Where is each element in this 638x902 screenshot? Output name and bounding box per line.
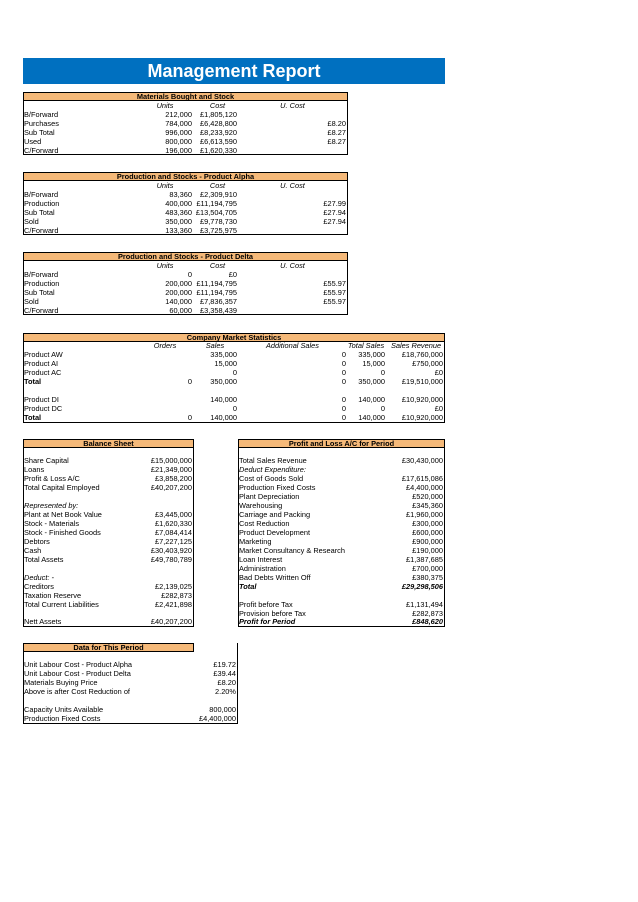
materials-row-cost: £6,428,800 (200, 119, 237, 128)
pl-row-label: Deduct Expenditure: (239, 465, 306, 474)
delta-row-cost: £3,358,439 (200, 306, 237, 315)
market-row-additional: 0 (341, 404, 346, 413)
alpha-col-units: Units (156, 181, 174, 190)
market-row-total-sales: 0 (380, 368, 385, 377)
market-row-revenue: £19,510,000 (401, 377, 443, 386)
period-row-value: £19.72 (213, 660, 236, 669)
market-col-sales-revenue: Sales Revenue (390, 341, 442, 350)
pl-row-value: £282,873 (412, 609, 443, 618)
balance-row-label: Debtors (24, 537, 50, 546)
market-row-total-sales: 350,000 (358, 377, 385, 386)
pl-row-value: £17,615,086 (401, 474, 443, 483)
delta-row-cost: £11,194,795 (196, 288, 237, 297)
period-row-label: Capacity Units Available (24, 705, 104, 714)
alpha-row-units: 83,360 (169, 190, 192, 199)
pl-row-value: £380,375 (412, 573, 443, 582)
delta-col-ucost: U. Cost (280, 261, 305, 270)
materials-row-ucost: £8.27 (327, 128, 346, 137)
market-row-additional: 0 (341, 359, 346, 368)
materials-row-units: 212,000 (165, 110, 192, 119)
market-row-sales: 350,000 (210, 377, 237, 386)
delta-row-units: 0 (187, 270, 192, 279)
balance-row-label: Profit & Loss A/C (24, 474, 80, 483)
period-row-value: 800,000 (209, 705, 236, 714)
balance-row-label: Taxation Reserve (24, 591, 82, 600)
balance-row-label: Plant at Net Book Value (24, 510, 102, 519)
balance-row-value: £15,000,000 (150, 456, 192, 465)
report-title: Management Report (23, 58, 445, 84)
alpha-row-ucost: £27.94 (323, 208, 346, 217)
alpha-row-units: 350,000 (165, 217, 192, 226)
delta-row-units: 200,000 (165, 288, 192, 297)
pl-row-label: Profit before Tax (239, 600, 293, 609)
market-row-additional: 0 (341, 395, 346, 404)
balance-row-value: £21,349,000 (150, 465, 192, 474)
materials-row-ucost: £8.20 (327, 119, 346, 128)
period-row-label: Unit Labour Cost - Product Delta (24, 669, 131, 678)
balance-row-value: £7,227,125 (155, 537, 192, 546)
alpha-row-label: C/Forward (24, 226, 59, 235)
pl-row-value: £848,620 (412, 617, 443, 626)
period-row-value: £4,400,000 (199, 714, 236, 723)
market-col-additional-sales: Additional Sales (265, 341, 319, 350)
period-row-value: £8.20 (217, 678, 236, 687)
pl-row-value: £4,400,000 (406, 483, 443, 492)
market-row-sales: 335,000 (210, 350, 237, 359)
balance-row-value: £1,620,330 (155, 519, 192, 528)
delta-header: Production and Stocks - Product Delta (23, 252, 348, 261)
balance-row-value: £3,445,000 (155, 510, 192, 519)
delta-row-label: C/Forward (24, 306, 59, 315)
market-row-sales: 0 (232, 404, 237, 413)
delta-row-ucost: £55.97 (323, 279, 346, 288)
pl-row-value: £30,430,000 (401, 456, 443, 465)
pl-row-label: Cost Reduction (239, 519, 290, 528)
market-row-label: Total (24, 413, 42, 422)
materials-col-units: Units (156, 101, 174, 110)
materials-row-ucost: £8.27 (327, 137, 346, 146)
alpha-row-units: 133,360 (165, 226, 192, 235)
alpha-row-ucost: £27.99 (323, 199, 346, 208)
market-row-revenue: £0 (434, 368, 443, 377)
materials-col-ucost: U. Cost (280, 101, 305, 110)
market-row-revenue: £10,920,000 (401, 395, 443, 404)
pl-row-value: £520,000 (412, 492, 443, 501)
alpha-row-cost: £3,725,975 (200, 226, 237, 235)
market-row-revenue: £18,760,000 (401, 350, 443, 359)
alpha-row-label: Sub Total (24, 208, 55, 217)
market-col-total-sales: Total Sales (347, 341, 385, 350)
market-row-label: Product DC (24, 404, 63, 413)
market-row-additional: 0 (341, 377, 346, 386)
period-row-label: Materials Buying Price (24, 678, 98, 687)
balance-row-label: Total Assets (24, 555, 64, 564)
balance-row-label: Creditors (24, 582, 54, 591)
market-row-label: Product DI (24, 395, 59, 404)
market-row-label: Product AW (24, 350, 63, 359)
period-header: Data for This Period (23, 643, 194, 652)
market-row-sales: 15,000 (214, 359, 237, 368)
delta-row-units: 200,000 (165, 279, 192, 288)
delta-row-cost: £7,836,357 (200, 297, 237, 306)
market-row-total-sales: 335,000 (358, 350, 385, 359)
market-row-label: Product AC (24, 368, 62, 377)
market-header: Company Market Statistics (23, 333, 445, 342)
alpha-row-cost: £2,309,910 (200, 190, 237, 199)
pl-row-label: Total (239, 582, 257, 591)
pl-row-label: Total Sales Revenue (239, 456, 307, 465)
pl-row-value: £300,000 (412, 519, 443, 528)
period-row-value: £39.44 (213, 669, 236, 678)
pl-row-label: Carriage and Packing (239, 510, 311, 519)
period-row-value: 2.20% (215, 687, 236, 696)
market-row-total-sales: 0 (380, 404, 385, 413)
pl-row-label: Warehousing (239, 501, 283, 510)
market-row-total-sales: 140,000 (358, 413, 385, 422)
materials-row-units: 800,000 (165, 137, 192, 146)
balance-row-label: Total Capital Employed (24, 483, 100, 492)
market-row-revenue: £10,920,000 (401, 413, 443, 422)
alpha-header: Production and Stocks - Product Alpha (23, 172, 348, 181)
market-row-revenue: £750,000 (412, 359, 443, 368)
balance-row-label: Cash (24, 546, 42, 555)
market-row-revenue: £0 (434, 404, 443, 413)
pl-row-value: £345,360 (412, 501, 443, 510)
delta-row-units: 140,000 (165, 297, 192, 306)
balance-row-value: £40,207,200 (150, 617, 192, 626)
market-row-sales: 140,000 (210, 395, 237, 404)
market-row-sales: 140,000 (210, 413, 237, 422)
market-row-sales: 0 (232, 368, 237, 377)
balance-row-label: Deduct: - (24, 573, 54, 582)
pl-row-label: Product Development (239, 528, 311, 537)
pl-row-label: Loan Interest (239, 555, 283, 564)
market-row-orders: 0 (187, 413, 192, 422)
pl-row-value: £190,000 (412, 546, 443, 555)
delta-row-label: Production (24, 279, 60, 288)
balance-header: Balance Sheet (23, 439, 194, 448)
delta-row-cost: £11,194,795 (196, 279, 237, 288)
balance-row-label: Represented by: (24, 501, 79, 510)
materials-row-cost: £1,805,120 (200, 110, 237, 119)
market-row-orders: 0 (187, 377, 192, 386)
balance-row-value: £2,139,025 (155, 582, 192, 591)
pl-row-value: £1,131,494 (406, 600, 443, 609)
materials-row-cost: £1,620,330 (200, 146, 237, 155)
alpha-row-label: Production (24, 199, 60, 208)
market-row-additional: 0 (341, 413, 346, 422)
market-row-label: Total (24, 377, 42, 386)
balance-row-value: £40,207,200 (150, 483, 192, 492)
materials-row-label: Used (24, 137, 42, 146)
alpha-col-ucost: U. Cost (280, 181, 305, 190)
balance-row-label: Loans (24, 465, 45, 474)
alpha-row-cost: £11,194,795 (196, 199, 237, 208)
market-row-total-sales: 140,000 (358, 395, 385, 404)
balance-row-value: £30,403,920 (150, 546, 192, 555)
alpha-row-units: 483,360 (165, 208, 192, 217)
delta-row-units: 60,000 (169, 306, 192, 315)
delta-col-cost: Cost (209, 261, 226, 270)
market-row-additional: 0 (341, 350, 346, 359)
alpha-row-ucost: £27.94 (323, 217, 346, 226)
delta-row-cost: £0 (228, 270, 237, 279)
materials-row-label: C/Forward (24, 146, 59, 155)
pl-row-value: £1,960,000 (406, 510, 443, 519)
materials-row-label: B/Forward (24, 110, 59, 119)
delta-col-units: Units (156, 261, 174, 270)
delta-row-ucost: £55.97 (323, 288, 346, 297)
alpha-row-label: Sold (24, 217, 39, 226)
market-col-sales: Sales (205, 341, 225, 350)
balance-row-value: £3,858,200 (155, 474, 192, 483)
pl-row-label: Provision before Tax (239, 609, 306, 618)
delta-row-label: B/Forward (24, 270, 59, 279)
materials-row-label: Sub Total (24, 128, 55, 137)
pl-row-label: Market Consultancy & Research (239, 546, 345, 555)
period-row-label: Above is after Cost Reduction of (24, 687, 130, 696)
balance-row-value: £7,084,414 (155, 528, 192, 537)
delta-row-label: Sub Total (24, 288, 55, 297)
pl-row-label: Production Fixed Costs (239, 483, 316, 492)
pl-row-label: Bad Debts Written Off (239, 573, 311, 582)
period-row-label: Production Fixed Costs (24, 714, 101, 723)
pl-row-label: Marketing (239, 537, 272, 546)
alpha-row-cost: £13,504,705 (195, 208, 237, 217)
market-row-additional: 0 (341, 368, 346, 377)
balance-row-value: £49,780,789 (150, 555, 192, 564)
alpha-row-label: B/Forward (24, 190, 59, 199)
pl-row-label: Plant Depreciation (239, 492, 300, 501)
materials-row-units: 784,000 (165, 119, 192, 128)
materials-row-cost: £8,233,920 (200, 128, 237, 137)
balance-row-label: Stock - Finished Goods (24, 528, 101, 537)
balance-row-label: Nett Assets (24, 617, 62, 626)
pl-row-label: Administration (239, 564, 286, 573)
delta-row-ucost: £55.97 (323, 297, 346, 306)
materials-row-label: Purchases (24, 119, 59, 128)
pl-row-label: Cost of Goods Sold (239, 474, 304, 483)
market-col-orders: Orders (153, 341, 177, 350)
market-row-total-sales: 15,000 (362, 359, 385, 368)
pl-row-value: £1,387,685 (406, 555, 443, 564)
balance-row-label: Total Current Liabilities (24, 600, 99, 609)
period-row-label: Unit Labour Cost - Product Alpha (24, 660, 133, 669)
pl-row-value: £600,000 (412, 528, 443, 537)
alpha-row-units: 400,000 (165, 199, 192, 208)
alpha-row-cost: £9,778,730 (200, 217, 237, 226)
pl-row-value: £700,000 (412, 564, 443, 573)
materials-header: Materials Bought and Stock (23, 92, 348, 101)
pl-row-value: £29,298,506 (401, 582, 443, 591)
materials-row-units: 996,000 (165, 128, 192, 137)
materials-row-cost: £6,613,590 (200, 137, 237, 146)
market-row-label: Product AI (24, 359, 59, 368)
pl-row-label: Profit for Period (239, 617, 296, 626)
balance-row-value: £282,873 (161, 591, 192, 600)
materials-col-cost: Cost (209, 101, 226, 110)
pl-row-value: £900,000 (412, 537, 443, 546)
delta-row-label: Sold (24, 297, 39, 306)
balance-row-value: £2,421,898 (155, 600, 192, 609)
balance-row-label: Share Capital (24, 456, 69, 465)
balance-row-label: Stock - Materials (24, 519, 80, 528)
pl-header: Profit and Loss A/C for Period (238, 439, 445, 448)
materials-row-units: 196,000 (165, 146, 192, 155)
alpha-col-cost: Cost (209, 181, 226, 190)
